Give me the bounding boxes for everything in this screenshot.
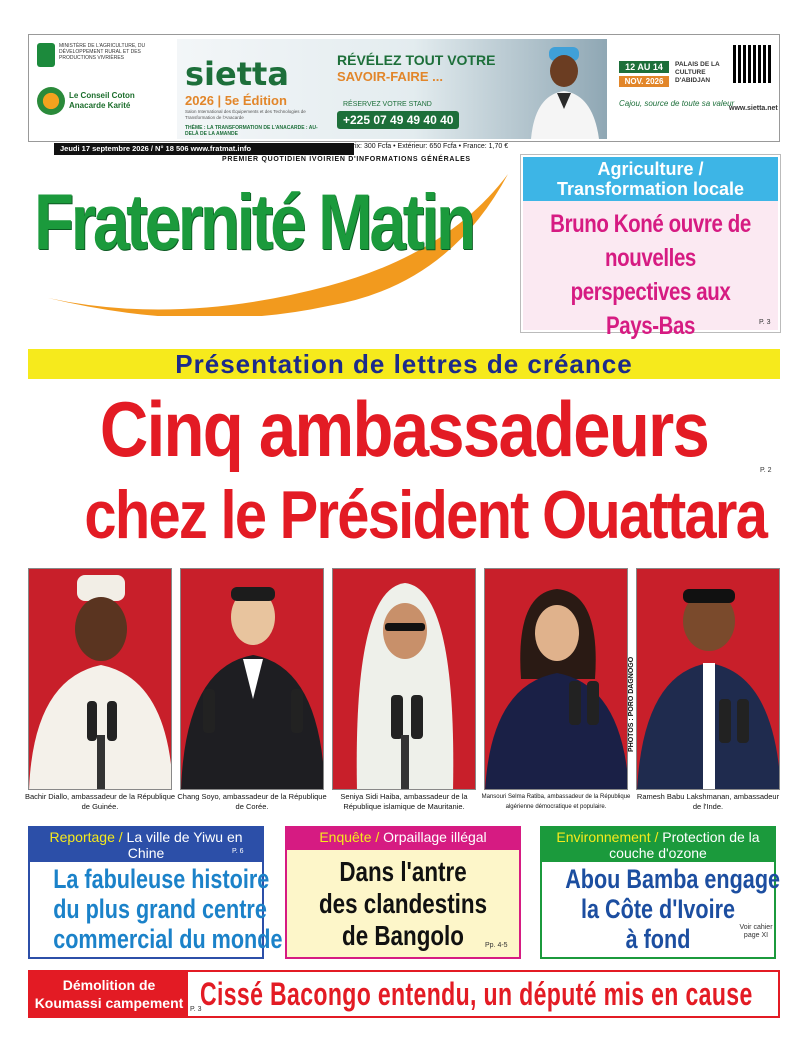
top-story-section: Agriculture / Transformation locale: [523, 157, 778, 201]
strip-headline[interactable]: Cissé Bacongo entendu, un député mis en cause: [200, 976, 753, 1012]
ad-slogan-sub: SAVOIR-FAIRE ...: [337, 69, 443, 84]
box-page: Voir cahier page XI: [739, 924, 773, 939]
ambassador-photo[interactable]: [28, 568, 172, 790]
masthead-tagline: PREMIER QUOTIDIEN IVOIRIEN D'INFORMATIONS GÉNÉRALES: [222, 156, 471, 163]
event-description: Salon International des Équipements et des Technologies de Transformation de l'Anacarde: [185, 109, 306, 120]
ad-slogan-main: RÉVÉLEZ TOUT VOTRE: [337, 52, 496, 68]
box-title[interactable]: Abou Bamba engage la Côte d'Ivoire à fond: [565, 864, 781, 954]
strip-page: P. 3: [190, 1006, 202, 1013]
ambassador-portrait: [181, 569, 324, 790]
box-page: Pp. 4-5: [485, 942, 508, 949]
event-venue: PALAIS DE LA CULTURE D'ABIDJAN: [675, 61, 720, 84]
photo-caption: Ramesh Babu Lakshmanan, ambassadeur de l'Inde.: [636, 792, 780, 811]
lead-kicker: Présentation de lettres de créance: [28, 349, 780, 379]
event-dates: [619, 61, 669, 95]
photo-credit: PHOTOS : PORO DAGNOGO: [628, 656, 635, 752]
ambassador-photo[interactable]: [484, 568, 628, 790]
sietta-panel: [177, 39, 607, 139]
ad-website-link[interactable]: www.sietta.net: [729, 105, 778, 112]
photo-caption: Chang Soyo, ambassadeur de la République de Corée.: [177, 792, 327, 811]
reserve-label: RÉSERVEZ VOTRE STAND: [343, 101, 432, 108]
masthead: [28, 166, 514, 316]
qr-code-icon[interactable]: [733, 45, 771, 83]
photo-caption: Mansouri Selma Ratiba, ambassadeur de la République algérienne démocratique et populaire.: [481, 794, 631, 810]
box-title[interactable]: Dans l'antre des clandestins de Bangolo: [318, 856, 488, 951]
event-month: NOV. 2026: [619, 76, 669, 87]
top-story-box[interactable]: [521, 155, 780, 340]
council-logo-icon: [37, 87, 65, 115]
reportage-box[interactable]: [28, 826, 283, 959]
ad-phone: +225 07 49 49 40 40: [337, 111, 459, 129]
lead-headline-line2[interactable]: chez le Président Ouattara: [84, 477, 767, 553]
sietta-ad-banner[interactable]: [28, 34, 780, 142]
photo-caption: Bachir Diallo, ambassadeur de la République de Guinée.: [24, 792, 176, 811]
ambassador-portrait: [29, 569, 172, 790]
ambassador-portrait: [333, 569, 476, 790]
edition-label: 2026 | 5e Édition: [185, 93, 287, 108]
photo-caption: Seniya Sidi Haiba, ambassadeur de la République islamique de Mauritanie.: [340, 792, 468, 811]
ambassador-portrait: [485, 569, 628, 790]
ministry-label: MINISTÈRE DE L'AGRICULTURE, DU DÉVELOPPEMENT RURAL ET DES PRODUCTIONS VIVRIÈRES: [59, 43, 146, 61]
lead-page: P. 2: [760, 467, 772, 474]
box-title[interactable]: La fabuleuse histoire du plus grand centre commercial du monde: [53, 864, 283, 954]
council-label: Le Conseil Coton Anacarde Karité: [69, 91, 135, 110]
enquete-box[interactable]: [285, 826, 521, 959]
chef-photo: [527, 39, 607, 139]
box-header: Enquête / Orpaillage illégal: [287, 828, 519, 850]
bottom-strip[interactable]: [28, 970, 780, 1018]
event-theme: THÈME : LA TRANSFORMATION DE L'ANACARDE : AU-DELÀ DE LA AMANDE: [185, 125, 318, 137]
newspaper-title[interactable]: Fraternité Matin: [34, 177, 473, 266]
dateline: Jeudi 17 septembre 2026 / N° 18 506 www.fratmat.info: [54, 143, 354, 155]
event-tagline: Cajou, source de toute sa valeur: [619, 99, 735, 108]
ambassador-photo[interactable]: [332, 568, 476, 790]
event-days: 12 AU 14: [619, 61, 669, 73]
lead-headline-line1[interactable]: Cinq ambassadeurs: [99, 385, 709, 473]
ambassador-photo[interactable]: [180, 568, 324, 790]
top-story-page: P. 3: [759, 319, 771, 326]
top-story-title[interactable]: Bruno Koné ouvre de nouvelles perspectives aux Pays-Bas: [550, 210, 751, 340]
box-header: Reportage / La ville de Yiwu en Chine: [30, 828, 262, 862]
ambassador-portrait: [637, 569, 780, 790]
coat-of-arms-icon: [37, 43, 55, 67]
environnement-box[interactable]: [540, 826, 781, 959]
strip-label: Démolition de Koumassi campement: [30, 972, 188, 1016]
box-page: P. 6: [232, 848, 244, 855]
box-header: Environnement / Protection de la couche d'ozone: [542, 828, 774, 862]
ambassador-photo[interactable]: [636, 568, 780, 790]
sietta-logo: sietta: [185, 55, 289, 93]
price-line: Prix: 300 Fcfa • Extérieur: 650 Fcfa • France: 1,70 €: [348, 143, 509, 150]
